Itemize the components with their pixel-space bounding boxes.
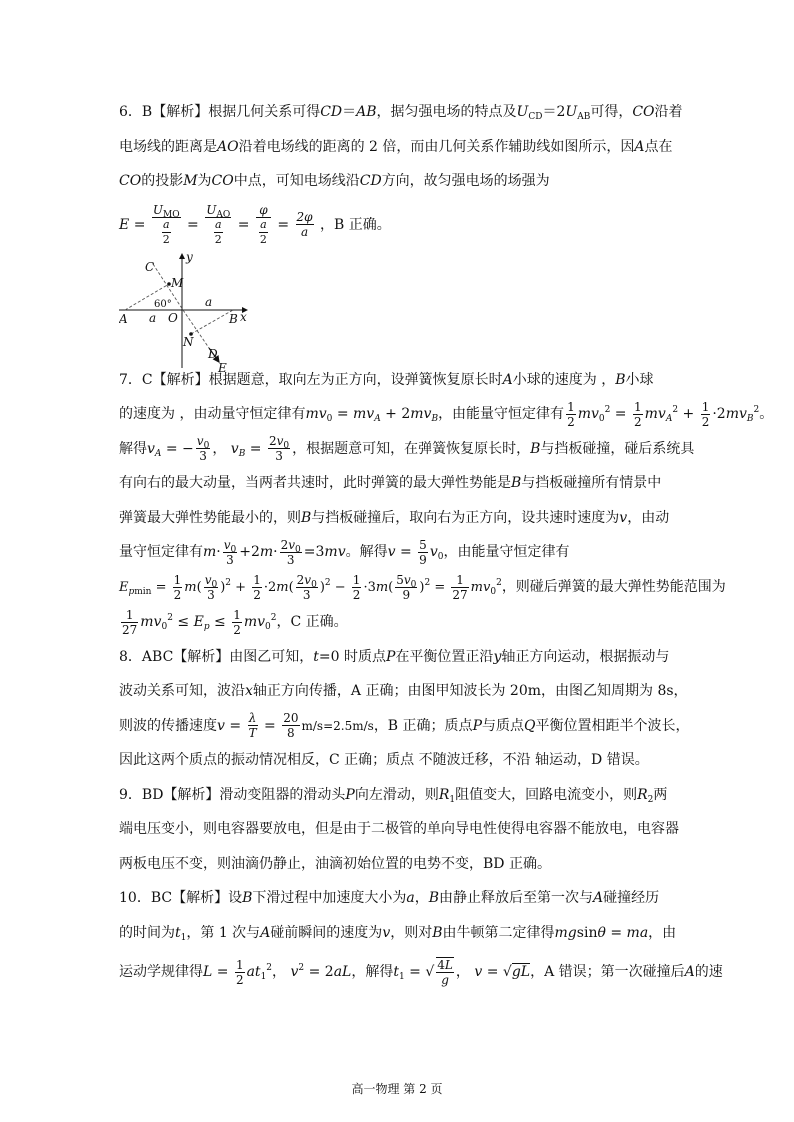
num [296,210,314,225]
num: 1 [173,572,182,587]
frac [352,573,362,602]
text: 中点，可知电场线沿 [233,173,360,189]
den [296,225,314,239]
den [205,218,231,247]
num: 1 [121,608,138,623]
sub: AO [216,209,231,220]
sqrt: √ $\frac{4L}{g}$ [425,958,453,987]
den: 2 [235,972,244,987]
label-y: y [186,250,193,264]
var-a: a [406,890,415,906]
var-r: R [637,786,648,803]
den [152,218,181,247]
q7-line-4 [119,466,689,501]
frac [296,573,318,602]
frac [268,434,290,463]
text: 平衡位置相距半个波长， [535,717,690,734]
text: 因此这两个质点的振动情况相反，C 正确；质点 不随波迁移，不沿 轴运动，D 错误。 [119,752,649,768]
frac [121,608,138,637]
den: 2 [701,414,710,429]
text: ， [414,890,429,906]
q6-line-2 [119,130,689,165]
den: 2 [253,587,261,602]
text: 解得 [119,440,147,457]
var-ao: AO [217,138,239,155]
text: = [605,924,627,941]
text: ，由 [648,924,677,941]
den: 2 [214,232,222,246]
text: 8．ABC【解析】由图乙可知， [119,648,314,665]
q6-lead: 6．B【解析】根据几何关系可得 [119,104,321,120]
label-x: x [240,310,247,324]
text: 10．BC【解析】设 [119,890,243,906]
text: 9．BD【解析】滑动变阻器的滑动头 [119,786,346,803]
text: ，B 正确。 [320,216,391,233]
var-a: a [162,217,170,231]
num: 1 [233,607,241,622]
text: 下滑过程中加速度大小为 [252,890,407,906]
frac [235,958,245,987]
fraction-a-2 [214,218,223,247]
text: ，据匀强电场的特点及 [376,104,517,120]
den: 3 [226,552,234,567]
var-u: U [516,104,529,120]
text: 7．C【解析】根据题意，取向左为正方向，设弹簧恢复原长时 [119,371,503,388]
frac [232,608,242,637]
q9-line-1 [119,778,689,813]
text: ，根据题意可知，在弹簧恢复原长时， [292,440,531,457]
q7-line-8: $\frac{1}{27}$ $mv_0^2 \le E_p$ ≤ $\frac{1}{2}$ $mv_0^2$，C 正确。 [122,607,348,637]
text: 向左滑动，则 [354,786,439,803]
text: 碰撞经历 [603,890,660,906]
frac [418,538,428,567]
frac [223,538,238,567]
text: 碰前瞬间的速度为 [270,924,383,941]
label-a-left: a [149,311,157,325]
q9-line-2 [119,812,689,847]
num: 1 [352,572,361,587]
text: 与挡板碰撞，碰后系统具 [540,440,695,457]
text: = [133,216,146,233]
label-e: E [218,361,227,374]
num [256,203,271,218]
var-b: B [511,475,522,491]
text: 阻值变大，回路电流变小，则 [455,786,638,803]
num [205,203,231,218]
text: ，解得 [351,964,394,980]
text: ，C 正确。 [276,614,348,630]
q7-line-2: 的速度为 ，由动量守恒定律有$mv_0 = mv_A + 2mv_B$，由能量守恒定律有 $\frac{1}{2}$ $mv_0^2$ = $\frac{1}{2}$ $mv_A^2$ + $\frac{1}{2}$ $\cdot 2mv_B^2$。 [119,399,774,429]
fraction-uao [205,203,231,247]
text: ，由能量守恒定律有 [438,406,565,422]
den: 2 [233,622,241,637]
num: 1 [567,399,575,414]
text: 两板电压不变，则油滴仍静止，油滴初始位置的电势不变，BD 正确。 [119,855,551,872]
num: 1 [253,572,261,587]
text: ，由动 [627,509,670,526]
label-n: N [183,335,194,349]
num: $5v_0$ [396,572,417,590]
text: =0 时质点 [318,648,387,665]
page-content [119,95,774,994]
text: 两 [653,786,668,803]
fraction-umo [152,203,181,247]
den: T [248,726,257,740]
text: = [237,216,250,233]
var-y: y [493,648,502,665]
frac [252,573,262,602]
label-b: B [229,312,238,326]
text: 的时间为 [119,924,175,941]
text: ，B 正确；质点 [373,717,473,734]
text: ＝ [342,104,357,120]
var-phi: φ [259,202,268,217]
num: $v_0$ [223,537,237,555]
text: ，则对 [390,924,433,941]
num: 1 [235,957,244,972]
text: 与挡板碰撞所有情景中 [521,475,662,491]
page-footer: 高一物理 第 2 页 [351,1082,443,1096]
label-m: M [171,276,184,290]
text: 。解得 [345,544,388,560]
frac [282,711,299,740]
text: ＝2 [542,104,566,120]
q8-line-3: 则波的传播速度v = $\frac{\lambda}{T}$ = $\frac{20}{8}$ m/s=2.5m/s，B 正确；质点P与质点Q平衡位置相距半个波长， [119,711,690,740]
text: 电场线的距离是 [119,138,217,155]
var-u: U [565,104,578,120]
var-cd: CD [320,104,343,120]
text: 的速度为 ，由动量守恒定律有 [119,406,306,422]
q7-line-7: $E_{pmin}$ = $\frac{1}{2}$ m( $\frac{v_0}{3}$ )$^2$ + $\frac{1}{2}$ ·2m( $\frac{2v_0}{3}$ )$^2$ − $\frac{1}{2}$ ·3m( $\frac{5v_0}{9}$ )$^2$ = $\frac{1}{27}$ $mv_0^2$，则碰后弹簧的最大弹性势能范围为 [119,572,726,602]
den: 3 [207,587,215,602]
text: 点在 [644,138,673,155]
frac-half [566,400,576,429]
num [214,218,223,233]
num: 5 [419,537,427,552]
num: $v_0$ [204,572,218,590]
frac [436,957,454,987]
var-co: CO [632,104,655,120]
num: 1 [451,573,468,588]
den: 2 [634,414,642,429]
sub: AB [577,112,591,122]
text: 小球 [625,371,654,388]
num: 1 [634,399,642,414]
sub: CD [528,112,543,122]
label-a-right: a [205,295,213,309]
label-d: D [208,347,218,361]
var-a: a [214,217,222,231]
frac [248,711,258,740]
label-o: O [168,311,178,325]
text: 的速 [694,964,723,980]
var-a: a [260,217,267,231]
var-theta: θ [597,924,606,941]
text: 端电压变小，则电容器要放电，但是由于二极管的单向导电性使得电容器不能放电，电容器 [119,821,679,837]
var-b: B [301,509,312,526]
sub: 1 [180,932,187,943]
num [152,203,181,218]
den: 3 [199,449,207,463]
frac-half [701,400,711,429]
text: 可得， [590,104,633,120]
q6-formula [119,199,689,251]
text: ，由能量守恒定律有 [443,544,570,560]
fraction-phi [256,203,271,247]
q7-line-6: 量守恒定律有m· $\frac{v_0}{3}$ +2m· $\frac{2v_0}{3}$ =3mv。解得v = $\frac{5}{9}$ $v_0$，由能量守恒定律有 [119,537,570,567]
frac [204,573,219,602]
text: 方向，故匀强电场的场强为 [381,173,550,189]
text: 沿着 [654,104,683,120]
sub: 1 [449,794,456,805]
text: 运动学规律得 [119,964,203,980]
den: 3 [286,552,295,567]
var-a: A [502,371,513,388]
text: ，则碰后弹簧的最大弹性势能范围为 [501,578,726,595]
den: 2 [162,232,170,246]
num: λ [248,711,257,725]
text: m/s=2.5m/s [301,718,374,733]
var-b: B [432,924,443,941]
num: $v_0$ [196,434,210,451]
text: 与质点 [481,717,524,734]
var-ma: ma [626,924,649,941]
frac-half [633,400,643,429]
q7-line-3: 解得$v_A$ = − $\frac{v_0}{3}$ ， $v_B$ = $\frac{2v_0}{3}$ ，根据题意可知，在弹簧恢复原长时，B与挡板碰撞，碰后系统具 [119,434,695,463]
den: 2 [173,587,182,602]
var-u: U [206,202,217,217]
text: sin [576,924,598,941]
num: $2v_0$ [268,434,290,451]
var-a: A [684,964,695,980]
num: 4L [437,958,453,972]
q8-line-4 [119,743,689,778]
text: 则波的传播速度 [119,717,217,734]
den: 8 [287,726,295,740]
var-2phi: 2φ [296,210,313,224]
text: 。 [759,406,774,422]
text: 由静止释放后至第一次与 [439,890,594,906]
var-v: v [382,924,391,941]
den: 27 [452,587,468,602]
q10-line-3: 运动学规律得L = $\frac{1}{2}$ $at_1^2$， $v^2 = 2aL$，解得$t_1$ = √ $\frac{4L}{g}$ ， v = √gL，A 错误；第一次碰撞后A的速 [119,950,689,994]
den: 2 [352,587,361,602]
num: 1 [701,399,710,414]
frac [280,538,302,567]
text: 的投影 [141,173,184,189]
var-e: E [119,216,130,233]
sub: 2 [647,794,654,805]
var-t: t [313,648,319,665]
frac [395,573,417,602]
sub: MO [163,209,180,220]
text: 与挡板碰撞后，取向右为正方向，设共速时速度为 [311,509,620,526]
num: $2v_0$ [280,537,301,555]
fraction-2phi-a [296,210,314,239]
var-b: B [530,440,541,457]
den: 27 [122,622,138,637]
var-a: a [300,225,309,239]
var-co: CO [119,173,142,189]
text: 轴正方向传播，A 正确；由图甲知波长为 20m，由图乙知周期为 8s， [252,683,688,699]
var-u: U [152,202,163,217]
text: 轴正方向运动，根据振动与 [501,648,670,665]
text: = [187,216,199,233]
text: 弹簧最大弹性势能最小的，则 [119,509,301,526]
q6-line-1 [119,95,689,130]
q9-line-3 [119,847,689,882]
den: 9 [402,587,411,602]
den: 2 [259,232,267,246]
num: $2v_0$ [296,572,317,590]
frac [173,573,183,602]
var-b: B [242,890,253,906]
var-r: R [438,786,450,803]
q8-line-2 [119,674,689,709]
label-a: A [119,312,128,326]
text: ，A 错误；第一次碰撞后 [530,964,685,980]
q10-line-1 [119,881,689,916]
den: g [441,973,449,987]
var-b: B [615,371,626,388]
line-n-b [191,310,233,334]
num [259,218,268,233]
fraction-a-2 [162,218,171,247]
field-diagram [119,248,259,374]
var-t: t [175,924,181,941]
frac [196,434,211,463]
text: 为 [197,173,212,189]
num [162,218,171,233]
var-cd: CD [359,173,382,189]
var-x: x [245,683,253,699]
den: 3 [275,449,283,463]
q7-line-5 [119,501,689,536]
text: = [277,216,290,233]
var-ab: AB [356,104,377,120]
text: 沿着电场线的距离的 2 倍，而由几何关系作辅助线如图所示，因 [238,138,635,155]
sqrt-gl: gL [511,964,531,980]
var-p: P [472,717,482,734]
text: 由牛顿第二定律得 [442,924,555,941]
text: 在平衡位置正沿 [395,648,494,665]
var-b: B [428,890,440,906]
label-c: C [145,260,155,274]
den: 3 [302,587,311,602]
var-q: Q [523,717,536,734]
text: 小球的速度为 ， [512,371,616,388]
var-a: A [260,924,271,941]
text: 量守恒定律有 [119,544,203,560]
var-co: CO [211,173,234,189]
frac [451,573,468,602]
num: 20 [283,711,299,725]
label-angle: 60° [154,299,172,310]
var-a: A [634,138,645,155]
var-v: v [619,509,628,526]
den: 9 [419,552,427,567]
text: 波动关系可知，波沿 [119,683,245,699]
var-p: P [386,648,396,665]
q10-line-2 [119,916,689,951]
text: 有向右的最大动量，当两者共速时，此时弹簧的最大弹性势能是 [119,475,511,491]
var-a: A [593,890,604,906]
text: ，第 1 次与 [186,924,261,941]
var-mg: mg [554,924,577,941]
fraction-a-2 [259,218,268,247]
var-p: P [345,786,355,803]
var-m: M [183,173,198,189]
den: 2 [567,414,575,429]
q8-line-1 [119,640,689,675]
q6-line-3 [119,164,689,199]
den [256,218,271,247]
